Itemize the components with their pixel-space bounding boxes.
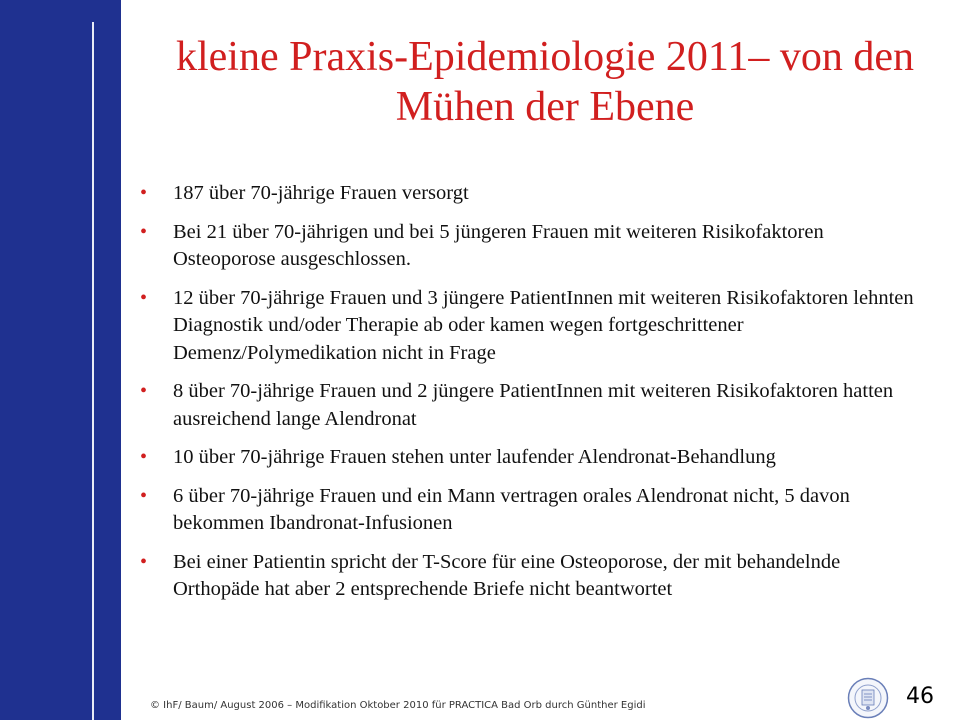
bullet-text: 12 über 70-jährige Frauen und 3 jüngere PatientInnen mit weiteren Risikofaktoren lehnten Diagnostik und/oder Therapie ab oder kamen wegen fortgeschrittener Demenz/Polymedikation nicht in Frage: [173, 286, 914, 364]
bullet-item: [140, 285, 920, 368]
bullet-icon: •: [140, 286, 148, 309]
sidebar-band: [0, 0, 121, 720]
bullet-text: 187 über 70-jährige Frauen versorgt: [173, 182, 469, 204]
bullet-icon: •: [140, 380, 148, 402]
bullet-list: [140, 180, 920, 615]
bullet-text: 10 über 70-jährige Frauen stehen unter laufender Alendronat-Behandlung: [173, 446, 776, 468]
bullet-item: [140, 444, 920, 472]
bullet-item: [140, 549, 920, 604]
bullet-item: [140, 219, 920, 274]
bullet-icon: •: [140, 446, 148, 468]
seal-logo-icon: [847, 677, 889, 719]
bullet-text: Bei einer Patientin spricht der T-Score für eine Osteoporose, der mit behandelnde Orthopäde hat aber 2 entsprechende Briefe nicht beantwortet: [173, 550, 841, 600]
bullet-icon: •: [140, 220, 148, 243]
bullet-text: Bei 21 über 70-jährigen und bei 5 jüngeren Frauen mit weiteren Risikofaktoren Osteoporose ausgeschlossen.: [173, 220, 824, 270]
bullet-item: [140, 180, 920, 208]
bullet-icon: •: [140, 484, 148, 507]
bullet-text: 6 über 70-jährige Frauen und ein Mann vertragen orales Alendronat nicht, 5 davon bekommen Ibandronat-Infusionen: [173, 484, 850, 534]
page-number: 46: [906, 684, 934, 709]
bullet-item: [140, 378, 920, 433]
footer-copyright: © IhF/ Baum/ August 2006 – Modifikation Oktober 2010 für PRACTICA Bad Orb durch Günther Egidi: [150, 700, 646, 711]
bullet-icon: •: [140, 182, 148, 204]
sidebar-divider-line: [92, 22, 94, 720]
bullet-item: [140, 483, 920, 538]
bullet-text: 8 über 70-jährige Frauen und 2 jüngere PatientInnen mit weiteren Risikofaktoren hatten ausreichend lange Alendronat: [173, 380, 894, 430]
bullet-icon: •: [140, 550, 148, 573]
slide-title: kleine Praxis-Epidemiologie 2011– von den Mühen der Ebene: [176, 34, 914, 130]
